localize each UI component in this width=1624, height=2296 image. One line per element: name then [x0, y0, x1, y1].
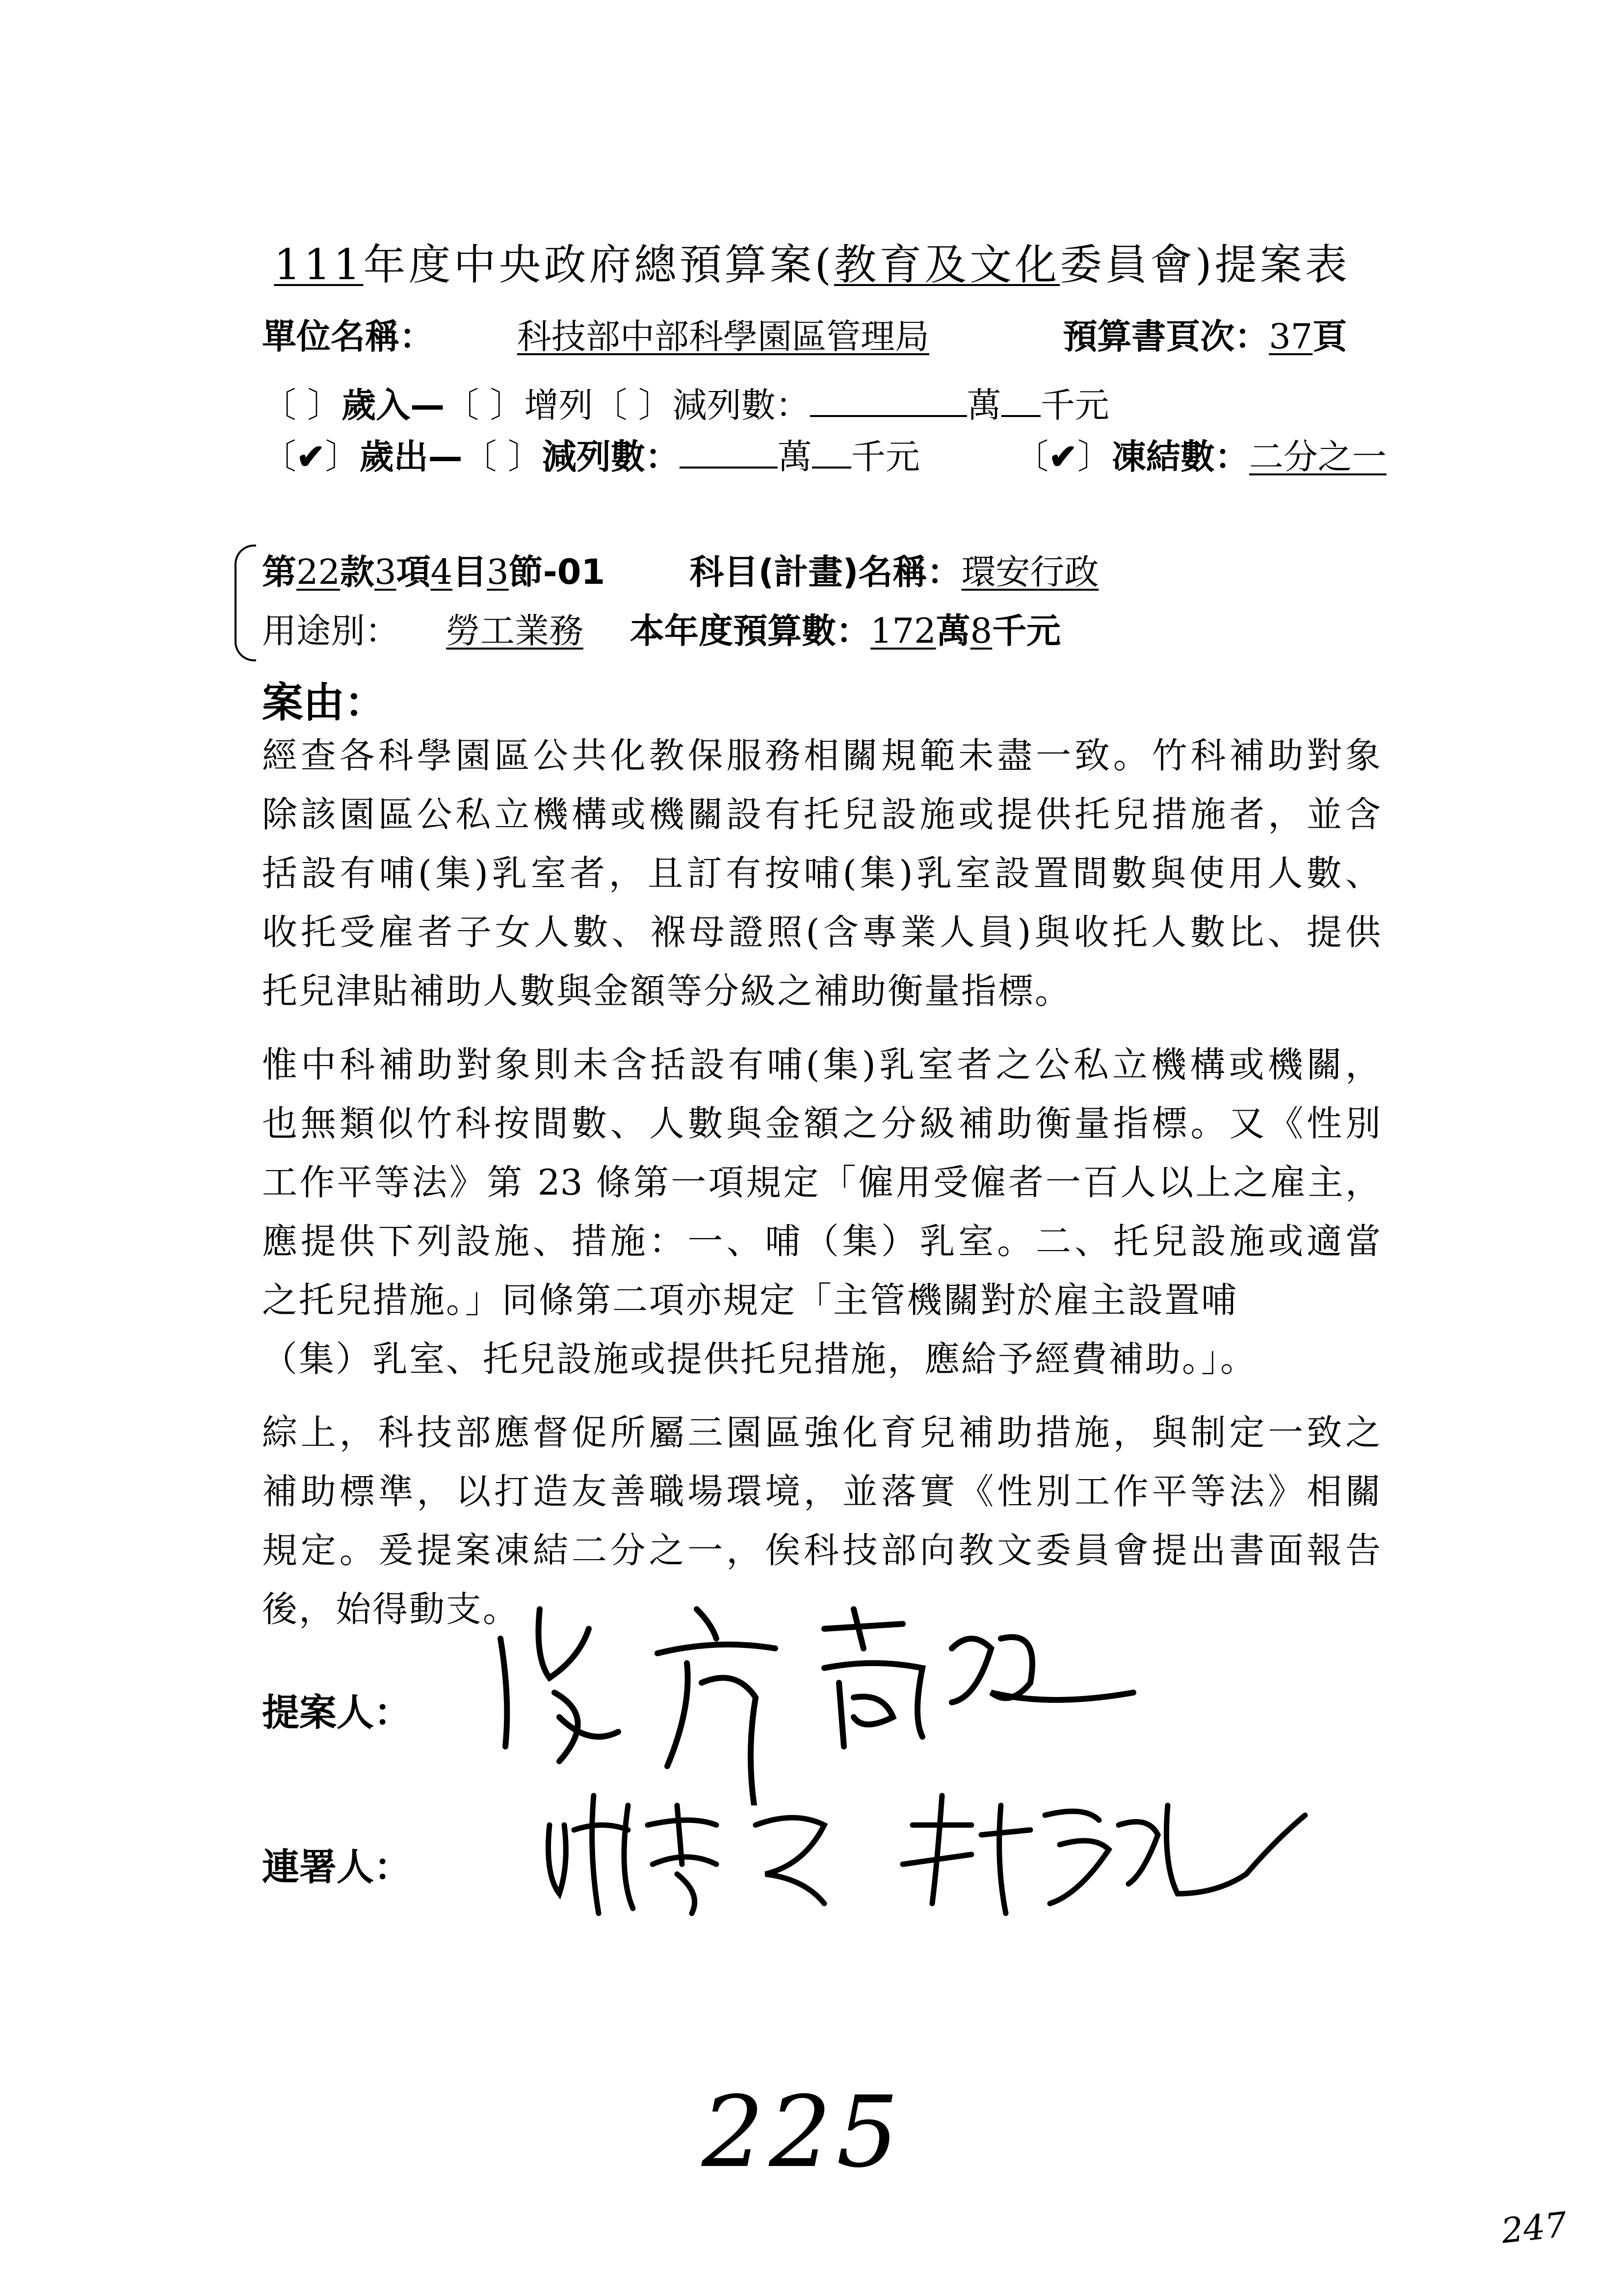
usage-label: 用途別： [262, 611, 399, 651]
revenue-label: 歲入— [341, 385, 445, 425]
budget-wan: 172 [870, 611, 936, 651]
text-line: 托兒津貼補助人數與金額等分級之補助衡量指標。 [262, 970, 1072, 1012]
page-title [0, 231, 1624, 291]
subject-value: 環安行政 [961, 552, 1099, 592]
jie-value: 3 [487, 552, 509, 592]
checkmark-icon: ✔ [1048, 436, 1077, 477]
unit-row [262, 309, 1347, 359]
unit-label: 單位名稱： [262, 316, 434, 357]
expense-label: 歲出— [359, 437, 463, 477]
qian-blank [812, 437, 851, 469]
kuan-value: 22 [296, 552, 341, 592]
qian-label: 千元 [851, 437, 920, 477]
title-pre: 年度中央政府總預算案( [363, 240, 835, 289]
qian-blank [1001, 386, 1041, 417]
cosigner-signatures [530, 1766, 1315, 1923]
page-suffix: 頁 [1312, 316, 1347, 357]
subject-label: 科目(計畫)名稱： [689, 552, 962, 592]
qian-label: 千元 [1040, 385, 1109, 425]
usage-value: 勞工業務 [446, 611, 583, 651]
page-number: 225 [702, 2075, 904, 2190]
budget-qian: 8 [970, 611, 993, 651]
xiang-value: 3 [374, 552, 396, 592]
proposer-label: 提案人： [262, 1691, 411, 1734]
reduce-label: 減列數： [542, 437, 680, 477]
reason-paragraph-1 [262, 726, 1381, 1020]
wan-label: 萬 [936, 611, 970, 651]
title-committee: 教育及文化 [834, 240, 1060, 289]
checkmark-icon: ✔ [296, 436, 325, 477]
text-line: 經查各科學園區公共化教保服務相關規範未盡一致。竹科補助對象 [262, 735, 1381, 776]
page-label: 預算書頁次： [1063, 316, 1269, 357]
bracket: 〔 [262, 437, 296, 477]
wan-blank [810, 386, 967, 417]
text-line: 收托受雇者子女人數、褓母證照(含專業人員)與收托人數比、提供 [262, 912, 1381, 953]
bracket: 〔 [1014, 437, 1049, 477]
freeze-value: 二分之一 [1249, 437, 1387, 477]
item-row [262, 545, 1153, 594]
revenue-row [262, 378, 1109, 427]
item-bracket [235, 545, 256, 661]
mu-label: 目 [452, 552, 487, 592]
bracket: 〕 [325, 437, 360, 477]
kuan-label: 款 [340, 552, 375, 592]
text-line: 綜上，科技部應督促所屬三園區強化育兒補助措施，與制定一致之 [262, 1412, 1381, 1453]
wan-label: 萬 [967, 385, 1001, 425]
corner-page-number: 247 [1499, 2204, 1569, 2251]
text-line: 應提供下列設施、措施：一、哺（集）乳室。二、托兒設施或適當 [262, 1221, 1381, 1262]
text-line: （集）乳室、托兒設施或提供托兒措施，應給予經費補助。」。 [262, 1338, 1257, 1380]
text-line: 惟中科補助對象則未含括設有哺(集)乳室者之公私立機構或機關， [262, 1044, 1381, 1085]
text-line: 工作平等法》第 23 條第一項規定「僱用受僱者一百人以上之雇主， [262, 1162, 1381, 1203]
title-year: 111 [274, 240, 364, 289]
increase-label: 增列 [524, 385, 593, 425]
freeze-label: 凍結數： [1111, 437, 1249, 477]
text-line: 補助標準，以打造友善職場環境，並落實《性別工作平等法》相關 [262, 1471, 1381, 1512]
reason-paragraph-2 [262, 1035, 1381, 1388]
wan-label: 萬 [777, 437, 812, 477]
text-line: 規定。爰提案凍結二分之一，俟科技部向教文委員會提出書面報告 [262, 1530, 1381, 1571]
usage-row [262, 603, 1061, 653]
page-value: 37 [1269, 316, 1313, 357]
expense-row [262, 429, 1387, 479]
reduce-checkbox: 〔 〕 [593, 385, 673, 425]
text-line: 後，始得動支。 [262, 1589, 520, 1630]
text-line: 也無類似竹科按間數、人數與金額之分級補助衡量指標。又《性別 [262, 1103, 1381, 1144]
wan-blank [680, 437, 778, 469]
reason-title: 案由： [262, 678, 386, 727]
cosigner-label: 連署人： [262, 1845, 411, 1889]
budget-label: 本年度預算數： [630, 611, 870, 651]
di-label: 第 [262, 552, 296, 592]
qian-label: 千元 [992, 611, 1061, 651]
mu-value: 4 [430, 552, 453, 592]
bracket: 〕 [1077, 437, 1112, 477]
text-line: 除該園區公私立機構或機關設有托兒設施或提供托兒措施者，並含 [262, 794, 1381, 835]
revenue-checkbox: 〔 〕 [262, 385, 342, 425]
unit-value: 科技部中部科學園區管理局 [517, 316, 929, 357]
increase-checkbox: 〔 〕 [445, 385, 524, 425]
text-line: 之托兒措施。」同條第二項亦規定「主管機關對於雇主設置哺 [262, 1279, 1238, 1321]
xiang-label: 項 [396, 552, 431, 592]
reduce-checkbox: 〔 〕 [462, 437, 542, 477]
reduce-label: 減列數： [672, 385, 810, 425]
text-line: 括設有哺(集)乳室者，且訂有按哺(集)乳室設置間數與使用人數、 [262, 853, 1381, 894]
jie-label: 節-01 [508, 552, 605, 592]
title-post: 委員會)提案表 [1060, 240, 1350, 289]
